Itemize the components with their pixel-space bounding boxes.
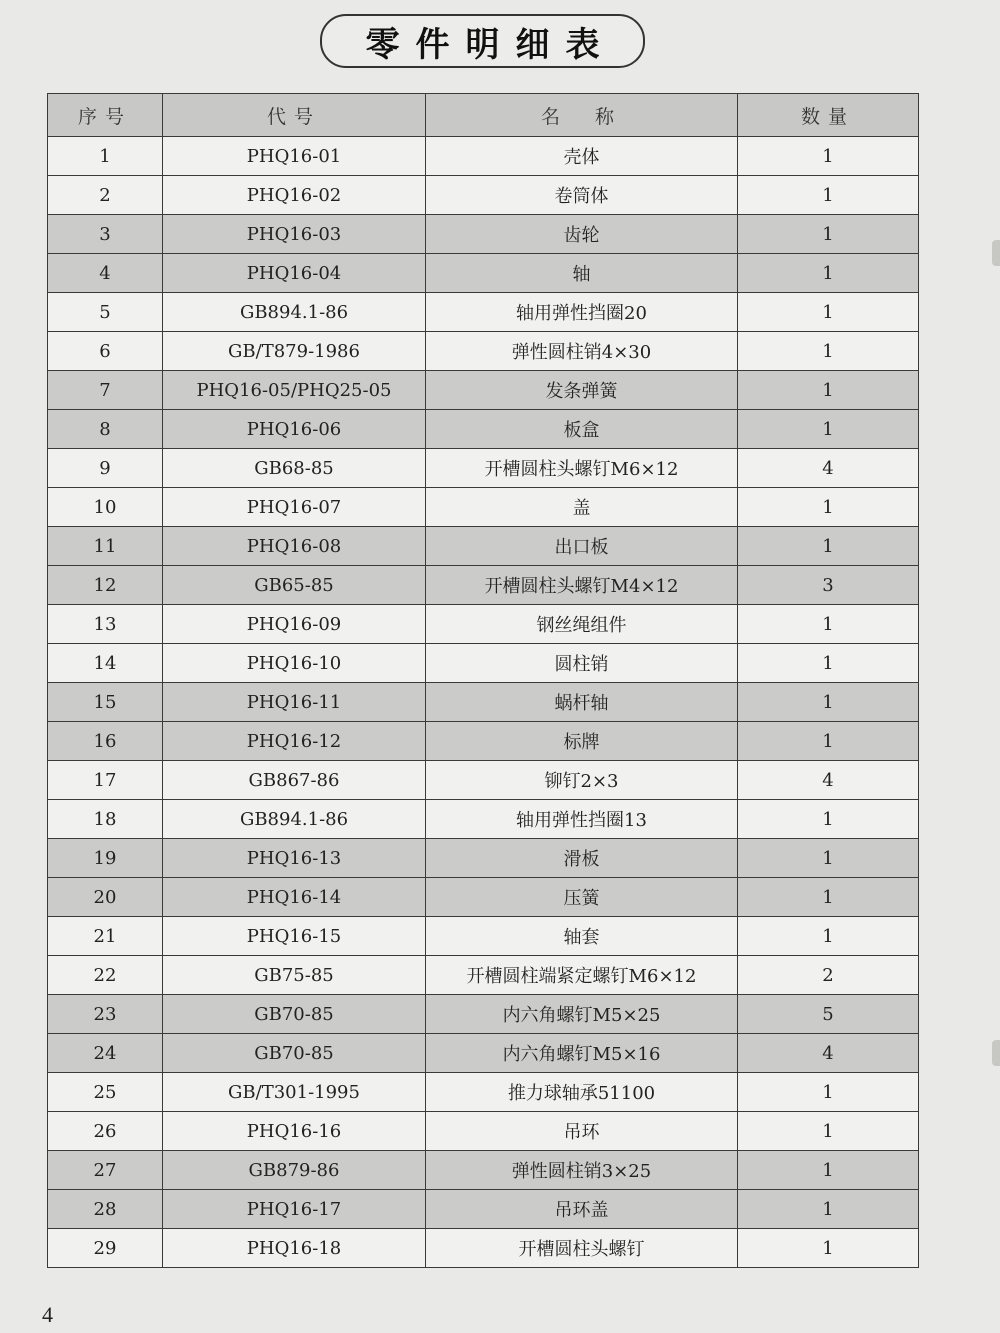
cell-index: 7	[48, 371, 163, 410]
cell-name: 滑板	[426, 839, 738, 878]
table-row	[48, 1112, 919, 1151]
table-row	[48, 995, 919, 1034]
cell-code: PHQ16-08	[163, 527, 426, 566]
header-index: 序号	[48, 94, 163, 137]
cell-index: 4	[48, 254, 163, 293]
cell-index: 21	[48, 917, 163, 956]
table-row	[48, 215, 919, 254]
cell-name: 圆柱销	[426, 644, 738, 683]
cell-name: 推力球轴承51100	[426, 1073, 738, 1112]
cell-code: PHQ16-16	[163, 1112, 426, 1151]
cell-name: 发条弹簧	[426, 371, 738, 410]
table-row	[48, 1073, 919, 1112]
table-row	[48, 527, 919, 566]
cell-index: 26	[48, 1112, 163, 1151]
cell-index: 13	[48, 605, 163, 644]
table-row	[48, 1151, 919, 1190]
cell-qty: 1	[738, 1151, 919, 1190]
cell-name: 吊环盖	[426, 1190, 738, 1229]
cell-index: 22	[48, 956, 163, 995]
cell-name: 标牌	[426, 722, 738, 761]
cell-code: GB879-86	[163, 1151, 426, 1190]
cell-code: GB/T301-1995	[163, 1073, 426, 1112]
cell-code: PHQ16-01	[163, 137, 426, 176]
title-banner	[320, 14, 645, 68]
cell-code: PHQ16-03	[163, 215, 426, 254]
cell-index: 28	[48, 1190, 163, 1229]
cell-index: 25	[48, 1073, 163, 1112]
cell-code: PHQ16-05/PHQ25-05	[163, 371, 426, 410]
cell-qty: 1	[738, 410, 919, 449]
cell-name: 蜗杆轴	[426, 683, 738, 722]
header-qty: 数量	[738, 94, 919, 137]
cell-qty: 4	[738, 761, 919, 800]
binder-hole	[992, 1040, 1000, 1066]
cell-code: GB75-85	[163, 956, 426, 995]
table-row	[48, 1034, 919, 1073]
cell-name: 齿轮	[426, 215, 738, 254]
cell-index: 2	[48, 176, 163, 215]
cell-index: 24	[48, 1034, 163, 1073]
cell-qty: 4	[738, 449, 919, 488]
cell-qty: 1	[738, 1229, 919, 1268]
cell-qty: 1	[738, 683, 919, 722]
cell-index: 27	[48, 1151, 163, 1190]
cell-qty: 1	[738, 605, 919, 644]
table-row	[48, 137, 919, 176]
table-row	[48, 605, 919, 644]
cell-name: 开槽圆柱头螺钉M4×12	[426, 566, 738, 605]
cell-code: GB894.1-86	[163, 800, 426, 839]
cell-qty: 3	[738, 566, 919, 605]
cell-qty: 1	[738, 1112, 919, 1151]
cell-index: 1	[48, 137, 163, 176]
cell-qty: 1	[738, 332, 919, 371]
cell-index: 11	[48, 527, 163, 566]
header-name: 名 称	[426, 94, 738, 137]
cell-code: GB/T879-1986	[163, 332, 426, 371]
cell-index: 5	[48, 293, 163, 332]
table-row	[48, 839, 919, 878]
cell-code: GB65-85	[163, 566, 426, 605]
cell-name: 内六角螺钉M5×16	[426, 1034, 738, 1073]
cell-qty: 1	[738, 722, 919, 761]
cell-name: 吊环	[426, 1112, 738, 1151]
cell-index: 16	[48, 722, 163, 761]
cell-qty: 1	[738, 371, 919, 410]
table-row	[48, 176, 919, 215]
table-row	[48, 488, 919, 527]
table-row	[48, 683, 919, 722]
cell-index: 20	[48, 878, 163, 917]
cell-qty: 2	[738, 956, 919, 995]
cell-name: 盖	[426, 488, 738, 527]
cell-index: 15	[48, 683, 163, 722]
cell-code: PHQ16-09	[163, 605, 426, 644]
table-row	[48, 449, 919, 488]
cell-name: 内六角螺钉M5×25	[426, 995, 738, 1034]
table-row	[48, 1229, 919, 1268]
table-row	[48, 332, 919, 371]
binder-hole	[992, 240, 1000, 266]
header-row	[48, 94, 919, 137]
cell-index: 19	[48, 839, 163, 878]
cell-code: PHQ16-06	[163, 410, 426, 449]
cell-name: 弹性圆柱销4×30	[426, 332, 738, 371]
cell-qty: 5	[738, 995, 919, 1034]
table-row	[48, 371, 919, 410]
table-row	[48, 566, 919, 605]
table-row	[48, 800, 919, 839]
cell-name: 卷筒体	[426, 176, 738, 215]
cell-index: 29	[48, 1229, 163, 1268]
header-code: 代号	[163, 94, 426, 137]
cell-code: GB867-86	[163, 761, 426, 800]
cell-qty: 1	[738, 1190, 919, 1229]
cell-code: GB70-85	[163, 995, 426, 1034]
cell-code: GB894.1-86	[163, 293, 426, 332]
cell-index: 10	[48, 488, 163, 527]
cell-name: 开槽圆柱头螺钉	[426, 1229, 738, 1268]
cell-code: PHQ16-18	[163, 1229, 426, 1268]
cell-code: PHQ16-11	[163, 683, 426, 722]
cell-name: 开槽圆柱头螺钉M6×12	[426, 449, 738, 488]
cell-index: 12	[48, 566, 163, 605]
cell-code: PHQ16-15	[163, 917, 426, 956]
cell-qty: 1	[738, 215, 919, 254]
cell-name: 轴	[426, 254, 738, 293]
cell-code: GB70-85	[163, 1034, 426, 1073]
cell-index: 18	[48, 800, 163, 839]
cell-qty: 4	[738, 1034, 919, 1073]
table-row	[48, 293, 919, 332]
cell-qty: 1	[738, 176, 919, 215]
cell-code: PHQ16-02	[163, 176, 426, 215]
cell-code: PHQ16-12	[163, 722, 426, 761]
cell-qty: 1	[738, 839, 919, 878]
cell-qty: 1	[738, 917, 919, 956]
table-row	[48, 956, 919, 995]
cell-code: PHQ16-17	[163, 1190, 426, 1229]
cell-code: PHQ16-14	[163, 878, 426, 917]
cell-qty: 1	[738, 254, 919, 293]
table-row	[48, 878, 919, 917]
cell-name: 压簧	[426, 878, 738, 917]
cell-name: 钢丝绳组件	[426, 605, 738, 644]
cell-index: 8	[48, 410, 163, 449]
cell-name: 弹性圆柱销3×25	[426, 1151, 738, 1190]
cell-qty: 1	[738, 293, 919, 332]
cell-code: PHQ16-10	[163, 644, 426, 683]
cell-index: 3	[48, 215, 163, 254]
cell-name: 开槽圆柱端紧定螺钉M6×12	[426, 956, 738, 995]
cell-name: 出口板	[426, 527, 738, 566]
cell-qty: 1	[738, 878, 919, 917]
table-row	[48, 917, 919, 956]
parts-table	[47, 93, 919, 1268]
cell-index: 23	[48, 995, 163, 1034]
cell-qty: 1	[738, 488, 919, 527]
table-row	[48, 722, 919, 761]
cell-name: 壳体	[426, 137, 738, 176]
page-number: 4	[42, 1302, 53, 1327]
table-row	[48, 1190, 919, 1229]
page-title: 零件明细表	[365, 24, 616, 65]
cell-qty: 1	[738, 644, 919, 683]
cell-index: 17	[48, 761, 163, 800]
table-row	[48, 644, 919, 683]
cell-qty: 1	[738, 1073, 919, 1112]
cell-name: 板盒	[426, 410, 738, 449]
cell-qty: 1	[738, 137, 919, 176]
cell-code: GB68-85	[163, 449, 426, 488]
cell-index: 14	[48, 644, 163, 683]
table-row	[48, 761, 919, 800]
table-row	[48, 254, 919, 293]
cell-name: 铆钉2×3	[426, 761, 738, 800]
cell-code: PHQ16-07	[163, 488, 426, 527]
parts-table-body	[48, 137, 919, 1268]
cell-name: 轴用弹性挡圈20	[426, 293, 738, 332]
cell-code: PHQ16-04	[163, 254, 426, 293]
cell-qty: 1	[738, 800, 919, 839]
cell-name: 轴用弹性挡圈13	[426, 800, 738, 839]
cell-index: 9	[48, 449, 163, 488]
cell-qty: 1	[738, 527, 919, 566]
cell-name: 轴套	[426, 917, 738, 956]
table-row	[48, 410, 919, 449]
cell-code: PHQ16-13	[163, 839, 426, 878]
cell-index: 6	[48, 332, 163, 371]
